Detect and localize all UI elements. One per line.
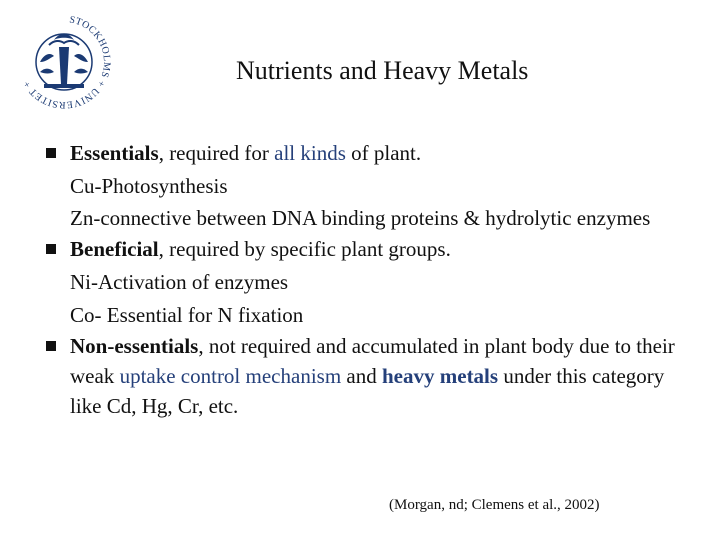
essentials-text-after: of plant. (345, 141, 422, 165)
essentials-highlight: all kinds (274, 141, 346, 165)
term-essentials: Essentials (70, 141, 159, 165)
square-bullet-icon (46, 341, 56, 351)
essentials-line-cu: Cu-Photosynthesis (70, 174, 228, 198)
bullet-list (46, 138, 696, 421)
beneficial-line-ni: Ni-Activation of enzymes (70, 270, 289, 294)
term-beneficial: Beneficial (70, 237, 159, 261)
square-bullet-icon (46, 148, 56, 158)
svg-text:STOCKHOLMS + UNIVERSITET +: STOCKHOLMS + UNIVERSITET + (21, 14, 113, 111)
non-essentials-text-after: under this category like Cd, Hg, Cr, etc. (70, 364, 665, 418)
beneficial-text-after: , required by specific plant groups. (158, 237, 451, 261)
citation: (Morgan, nd; Clemens et al., 2002) (389, 497, 600, 513)
square-bullet-icon (46, 244, 56, 254)
university-logo (14, 12, 114, 112)
bullet-beneficial (46, 234, 696, 264)
beneficial-line-co: Co- Essential for N fixation (70, 303, 304, 327)
non-essentials-highlight: uptake control mechanism (119, 364, 342, 388)
slide-title: Nutrients and Heavy Metals (236, 56, 529, 85)
essentials-line-zn: Zn-connective between DNA binding proteins & hydrolytic enzymes (70, 206, 651, 230)
bullet-essentials (46, 138, 696, 168)
essentials-text-before: , required for (158, 141, 275, 165)
university-seal-icon (14, 12, 114, 112)
non-essentials-text-middle: and (341, 364, 382, 388)
bullet-non-essentials (46, 331, 696, 421)
term-non-essentials: Non-essentials (70, 334, 199, 358)
non-essentials-text-before: , not required and accumulated in plant body due to their weak (70, 334, 675, 388)
non-essentials-highlight-bold: heavy metals (382, 364, 499, 388)
